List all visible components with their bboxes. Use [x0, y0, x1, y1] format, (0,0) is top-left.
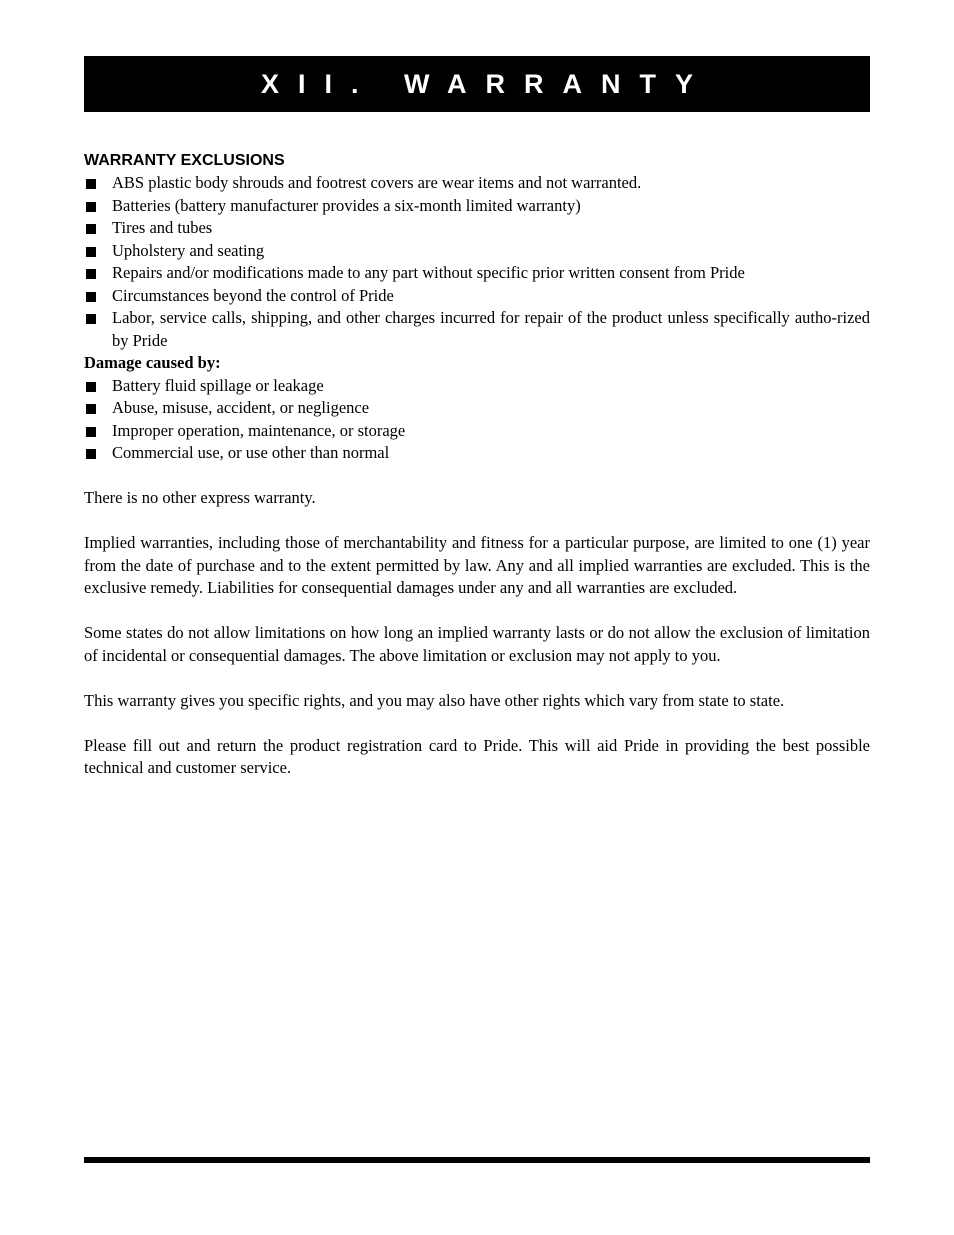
implied-warranties-paragraph: Implied warranties, including those of merchantability and fitness for a particular purpose, are limited to one (1) year from the date of purchase and to the extent permitted by law. Any and all implied warranties are excluded. This is the exclusive remedy. Liabilities for consequential damages under any and all warranties are excluded. — [84, 533, 870, 597]
specific-rights-paragraph: This warranty gives you specific rights, and you may also have other rights which vary from state to state. — [84, 690, 785, 710]
list-item: Improper operation, maintenance, or storage — [84, 420, 870, 443]
warranty-content — [84, 150, 870, 780]
exclusions-heading: WARRANTY EXCLUSIONS — [84, 152, 285, 169]
no-express-warranty-paragraph: There is no other express warranty. — [84, 488, 316, 507]
list-item: ABS plastic body shrouds and footrest covers are wear items and not warranted. — [84, 172, 870, 195]
list-item: Battery fluid spillage or leakage — [84, 375, 870, 398]
section-title: XII. WARRANTY — [260, 68, 712, 99]
square-bullet-icon — [86, 202, 96, 212]
list-item: Upholstery and seating — [84, 240, 870, 263]
list-item: Abuse, misuse, accident, or negligence — [84, 397, 870, 420]
list-item: Repairs and/or modifications made to any part without specific prior written consent from Pride — [84, 262, 870, 285]
square-bullet-icon — [86, 404, 96, 414]
list-item: Commercial use, or use other than normal — [84, 442, 870, 465]
list-item: Circumstances beyond the control of Pride — [84, 285, 870, 308]
square-bullet-icon — [86, 269, 96, 279]
exclusions-list — [84, 172, 870, 352]
square-bullet-icon — [86, 427, 96, 437]
square-bullet-icon — [86, 224, 96, 234]
list-item: Labor, service calls, shipping, and other charges incurred for repair of the product unless specifically autho-rized by Pride — [84, 307, 870, 352]
square-bullet-icon — [86, 179, 96, 189]
square-bullet-icon — [86, 314, 96, 324]
damage-heading: Damage caused by: — [84, 353, 221, 372]
square-bullet-icon — [86, 449, 96, 459]
square-bullet-icon — [86, 247, 96, 257]
list-item: Tires and tubes — [84, 217, 870, 240]
square-bullet-icon — [86, 382, 96, 392]
state-limitations-paragraph: Some states do not allow limitations on how long an implied warranty lasts or do not allow the exclusion of limitation of incidental or consequential damages. The above limitation or exclusion may not apply to you. — [84, 623, 870, 665]
footer-divider — [84, 1157, 870, 1163]
section-title-bar — [84, 56, 870, 112]
list-item: Batteries (battery manufacturer provides a six-month limited warranty) — [84, 195, 870, 218]
damage-list — [84, 375, 870, 465]
square-bullet-icon — [86, 292, 96, 302]
registration-card-paragraph: Please fill out and return the product registration card to Pride. This will aid Pride in providing the best possible technical and customer service. — [84, 735, 870, 777]
